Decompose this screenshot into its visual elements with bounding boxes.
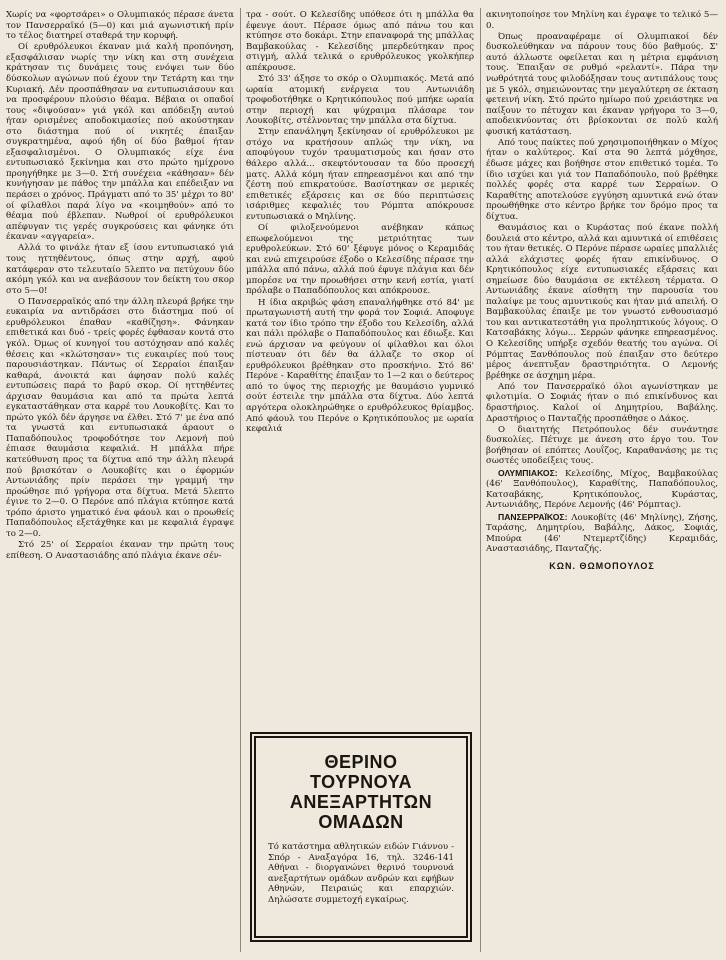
- paragraph: Όπως προαναφέραμε οί Ολυμπιακοί δέν δυσκολεύθηκαν να πάρουν τους δύο βαθμούς. Σ' αυτό άλλωστε οφείλεται και η μέτρια εμφάνιση τους. Έπαιξαν σε ρυθμό «ρελαντί». Πάρα την νωθρότητά τους φιλοδόξησαν τους αντιπάλους τους με 5 γκόλ, σημειώνοντας την μεγαλύτερη σε έκταση φετεινή νίκη. Στό πρώτο ημίωρο πού χρειάστηκε να παίξουν το πέτυχαν και έκαναν γρήγορα το 3—0, αποδεικνύοντας ότι βρίσκονται σε πολύ καλή φυσική κατάσταση.: [486, 31, 718, 137]
- roster-team-2: [486, 512, 718, 555]
- paragraph: Θαυμάσιος και ο Κυράστας πού έκανε πολλή δουλειά στο κέντρο, αλλά και αμυντικά οί επιθέσεις του ήταν θετικές. Ο Περόνε πέρασε ωραίες μπαλλιές αλλά ελάχιστες φορές ήταν επικίνδυνος. Ο Κρητικόπουλος είχε εντυπωσιακές εξάρσεις και σημείωσε δύο θαυμάσια σε εκτέλεση τέρματα. Ο Αντωνιάδης έκανε αίσθητη την παρουσία του παλαίψε με τους αμυντικούς και ήταν μιά απειλή. Ο Βαμβακούλας έπαιξε με τον γνωστό ενθουσιασμό του και αντικατεστάθη για προληπτικούς λόγους. Ο Κατσαβάκης λόγω... Σερρών φάνηκε επηρεασμένος. Ο Κελεσίδης υπήρξε σχεδόν θεατής του αγώνα. Οί Ρόμπτας Ξανθόπουλος πού έπαιξαν στο δεύτερο μέρος άνεπτυξαν δραστηριότητα. Ο Λεμονής βρέθηκε σε άσχημη μέρα.: [486, 223, 718, 381]
- paragraph: Οί ερυθρόλευκοι έκαναν μιά καλή προπόνηση, εξασφάλισαν νωρίς την νίκη και στη συνέχεια κράτησαν τις δυνάμεις τους ενόψει των δύο δύσκολων αγώνων πού έχουν την Τετάρτη και την Κυριακή. Δέν προσπάθησαν να εντυπωσιάσουν και να προσφέρουν πλούσιο θέαμα. Βέβαια οι οπαδοί τους «διψούσαν» γιά γκόλ και απόδειξη αυτού ήταν ορισμένες αποδοκιμασίες πού ακούστηκαν στο διάστημα πού οί νικητές έπαιξαν συγκρατημένα, αφού ήδη οί δύο βαθμοί ήταν εξασφαλισμένοι. Ο Ολυμπιακός είχε ένα εντυπωσιακό ξεκίνημα και στο πρώτο ημίχρονο προηγήθηκε με 3—0. Στή συνέχεια «κάθησαν» δέν κυνήγησαν με πάθος την μπάλλα και επέδειξαν να περάσει ο χρόνος. Πράγματι από το 35' μέχρι το 80' οί φίλαθλοι παρά λίγο να «κοιμηθούν» από το θέαμα πού έβλεπαν. Νωθροί οί ερυθρόλευκοι απέφυγαν τις γερές συγκρούσεις και φάνηκε ότι έκαναν «αγγαρεία».: [6, 42, 234, 243]
- roster-players: Λουκοβίτς (46' Μηλίνης), Ζήσης, Ταράσης, Δημητρίου, Βαβάλης, Δάκος, Σοφιάς, Μπούρα (46' Ντεμερτζίδης) Κεραμιδάς, Αναστασιάδης, Πανταζής.: [486, 512, 718, 555]
- paragraph: Στην επανάληψη ξεκίνησαν οί ερυθρόλευκοι με στόχο να κρατήσουν απλώς την νίκη, να αποφύγουν τυχόν τραυματισμούς και ήσαν στο θάλερο αλλά... σκεφτόντουσαν τα δύο προσεχή ματς. Αλλά κόμη ήταν επηρεασμένοι και από την ζέστη πού επικρατούσε. Βασίστηκαν σε μερικές επιθετικές εξάρσεις και σε δύο περιπτώσεις ισάριθμες κεφαλιές του Ρόμπτα απόκρουσε εντυπωσιακά ο Μηλίνης.: [246, 127, 474, 222]
- paragraph: Από τον Πανσερραϊκό όλοι αγωνίστηκαν με φιλοτιμία. Ο Σοφιάς ήταν ο πιό επικίνδυνος και δραστήριος. Καλοί οί Δημητρίου, Βαβάλης. Δραστήριος ο Πανταζής προσπάθησε ο Δάκος.: [486, 381, 718, 424]
- paragraph: τρα - σούτ. Ο Κελεσίδης υπόθεσε ότι η μπάλλα θα έφευγε άουτ. Πέρασε όμως από πάνω του και κτύπησε στο δοκάρι. Στην επαναφορά της μπάλλας Βαμβακούλας - Κελεσίδης μπερδεύτηκαν προς στιγμή, αλλά τελικά ο ερυθρόλευκος γκολκήπερ απέκρουσε.: [246, 10, 474, 73]
- paragraph: Χωρίς να «φορτσάρει» ο Ολυμπιακός πέρασε άνετα τον Πανσερραϊκό (5—0) και μιά αγωνιστική πρίν το τέλος διατηρεί σταθερά την κορυφή.: [6, 10, 234, 42]
- roster-players: Κελεσίδης, Μίχος, Βαμβακούλας (46' Ξανθόπουλος), Καραθίτης, Παπαδόπουλος, Κατσαβάκης, Κρητικόπουλος, Κυράστας, Αντωνιάδης, Περόνε Λεμονής (46' Ρόμπτας).: [486, 468, 719, 511]
- article-column-1: [6, 10, 234, 562]
- column-rule: [480, 8, 481, 952]
- paragraph: Ο διαιτητής Πετρόπουλος δέν συνάντησε δυσκολίες. Πέτυχε με άνεση στο έργο του. Τον βοήθησαν οί επόπτες Λουΐζος, Καραθανάσης με τις σωστές υποδείξεις τους.: [486, 424, 718, 467]
- roster-team-label: ΟΛΥΜΠΙΑΚΟΣ:: [498, 467, 558, 478]
- paragraph: Στό 33' άξησε το σκόρ ο Ολυμπιακός. Μετά από ωραία ατομική ενέργεια του Αντωνιάδη τροφοδοτήθηκε ο Κρητικόπουλος πού μπήκε ωραία στην περιοχή και ψύχραιμα πλάσαρε τον Λουκοβίτς, στέλνοντας την μπάλλα στα δίχτυα.: [246, 73, 474, 127]
- ad-title-line: ΟΜΑΔΩΝ: [318, 812, 404, 832]
- author-byline: ΚΩΝ. ΘΩΜΟΠΟΥΛΟΣ: [549, 560, 655, 571]
- ad-title: [268, 752, 454, 832]
- paragraph: Οί φιλοξενούμενοι ανέβηκαν κάπως επωφελούμενοι της μετριότητας των ερυθρολεύκων. Στό 60' ξέφυγε μόνος ο Κεραμιδάς και ενώ επιχειρούσε έξοδο ο Κελεσίδης πέρασε την μπάλλα από πάνω, αλλά πού έφυγε πλάγια και δέν μπορέσε να την προωθήσει στην κενή εστία, γιατί πρόλαβε ο Παπαδόπουλος και απόκρουσε.: [246, 223, 474, 297]
- ad-title-line: ΑΝΕΞΑΡΤΗΤΩΝ: [289, 792, 433, 812]
- roster-team-label: ΠΑΝΣΕΡΡΑΪΚΟΣ:: [498, 511, 568, 522]
- ad-body: Τό κατάστημα αθλητικών ειδών Γιάννου - Σπόρ - Αναξαγόρα 16, τηλ. 3246-141 Αθήναι - διοργανώνει θερινό τουρνουά ανεξαρτήτων ομάδων ανδρών και εφήβων Αθηνών, Πειραιώς και επαρχιών. Δηλώσατε συμμετοχή εγκαίρως.: [268, 842, 454, 905]
- article-column-3: [486, 10, 718, 571]
- ad-title-line: ΘΕΡΙΝΟ: [324, 752, 398, 772]
- roster-team-1: [486, 468, 718, 511]
- paragraph: ακινητοποίησε τον Μηλίνη και έγραψε το τελικό 5—0.: [486, 10, 718, 31]
- paragraph: Αλλά το φινάλε ήταν εξ ίσου εντυπωσιακό γιά τους ηττηθέντους, όπως στην αρχή, αφού κατάφεραν στο τελευταίο 5λεπτο να πετύχουν δύο ακόμη γκόλ και να ανεβάσουν τον δείκτη του σκορ στο 5—0!: [6, 243, 234, 296]
- paragraph: Ο Πανσερραϊκός από την άλλη πλευρά βρήκε την ευκαιρία να αντιδράσει στο διάστημα πού οί ερυθρόλευκοι έπαθαν «καθίζηση». Φάνηκαν επιθετικά και δυό - τρείς φορές έφθασαν κοντά στο γκόλ. Όμως οί κυνηγοί του αστόχησαν από καλές θέσεις και «κλώτσησαν» τις ευκαιρίες πού τους παρουσιάστηκαν. Πάντως οί Σερραίοι έπαιξαν καθαρά, άνοικτά και άφησαν πολύ καλές εντυπώσεις παρά το βαρύ σκορ. Οί ηττηθέντες άρχισαν θαυμάσια και από τα πρώτα λεπτά εγκαταστάθηκαν στα καρρέ του Λουκοβίτς. Και το πρώτο γκόλ δέν άργησε να έλθει. Στό 7' με ένα από τα γνωστά και εντυπωσιακά άραουτ ο Παπαδόπουλος τροφοδότησε τον Λεμονή πού έπιασε θαυμάσια κεφαλιά. Η μπάλλα πήρε κατεύθυνση προς τα δίχτυα από την άλλη πλευρά πού βρισκόταν ο Λουκοβίτς και ο έφορμών Αντωνιάδης πρίν περάσει την γραμμή την προώθησε πιό γρήγορα στα δίχτυα. Μετά 5λεπτο έγινε το 2—0. Ο Περόνε από πλάγια κτύπησε κατά τρόπο άριστο γηματικό ένα φάουλ και ο προωθείς Παπαδόπουλος εξετάχθηκε και με κεφαλιά έγραψε το 2—0.: [6, 296, 234, 539]
- advertisement-box: [250, 732, 472, 942]
- paragraph: Η ίδια ακριβώς φάση επαναλήφθηκε στό 84' με πρωταγωνιστή αυτή την φορά τον Σοφιά. Αποφυγε κατά τον ίδιο τρόπο την έξοδο του Κελεσίδη, αλλά και πάλι πρόλαβε ο Παπαδόπουλος και έδιωξε. Και ενώ άρχισαν να φεύγουν οί φίλαθλοι και όλοι πίστευαν ότι δέν θα άλλαζε το σκορ οί ερυθρόλευκοι βρέθηκαν στο προσκήνιο. Στό 86' Περόνε - Καραθίτης έπαιξαν το 1—2 και ο δεύτερος από το ύψος της περιοχής με θαυμάσιο γυμνικό σούτ έστειλε την μπάλλα στα δίχτυα. Δύο λεπτά αργότερα ολοκληρώθηκε ο ερυθρόλευκος θρίαμβος. Από φάουλ του Περόνε ο Κρητικόπουλος με ωραία κεφαλιά: [246, 297, 474, 435]
- paragraph: Στό 25' οί Σερραίοι έκαναν την πρώτη τους επίθεση. Ο Αναστασιάδης από πλάγια έκανε σέν-: [6, 540, 234, 561]
- column-rule: [240, 8, 241, 952]
- paragraph: Από τους παίκτες πού χρησιμοποιήθηκαν ο Μίχος ήταν ο καλύτερος. Καί στα 90 λεπτά μόχθησε, έδωσε μάχες και βοήθησε στον επιθετικό τομέα. Το ίδιο ισχύει και γιά τον Παπαδόπουλο, πού βρέθηκε πολλές φορές στα καρρέ των Σερραίων. Ο Καραθίτης αποτελούσε εγγύηση αμυντικά ενώ όταν προωθήθηκε στο κέντρο βρήκε τον δρόμο προς τα δίχτυα.: [486, 137, 718, 222]
- article-column-2: [246, 10, 474, 435]
- ad-title-line: ΤΟΥΡΝΟΥΑ: [309, 772, 413, 792]
